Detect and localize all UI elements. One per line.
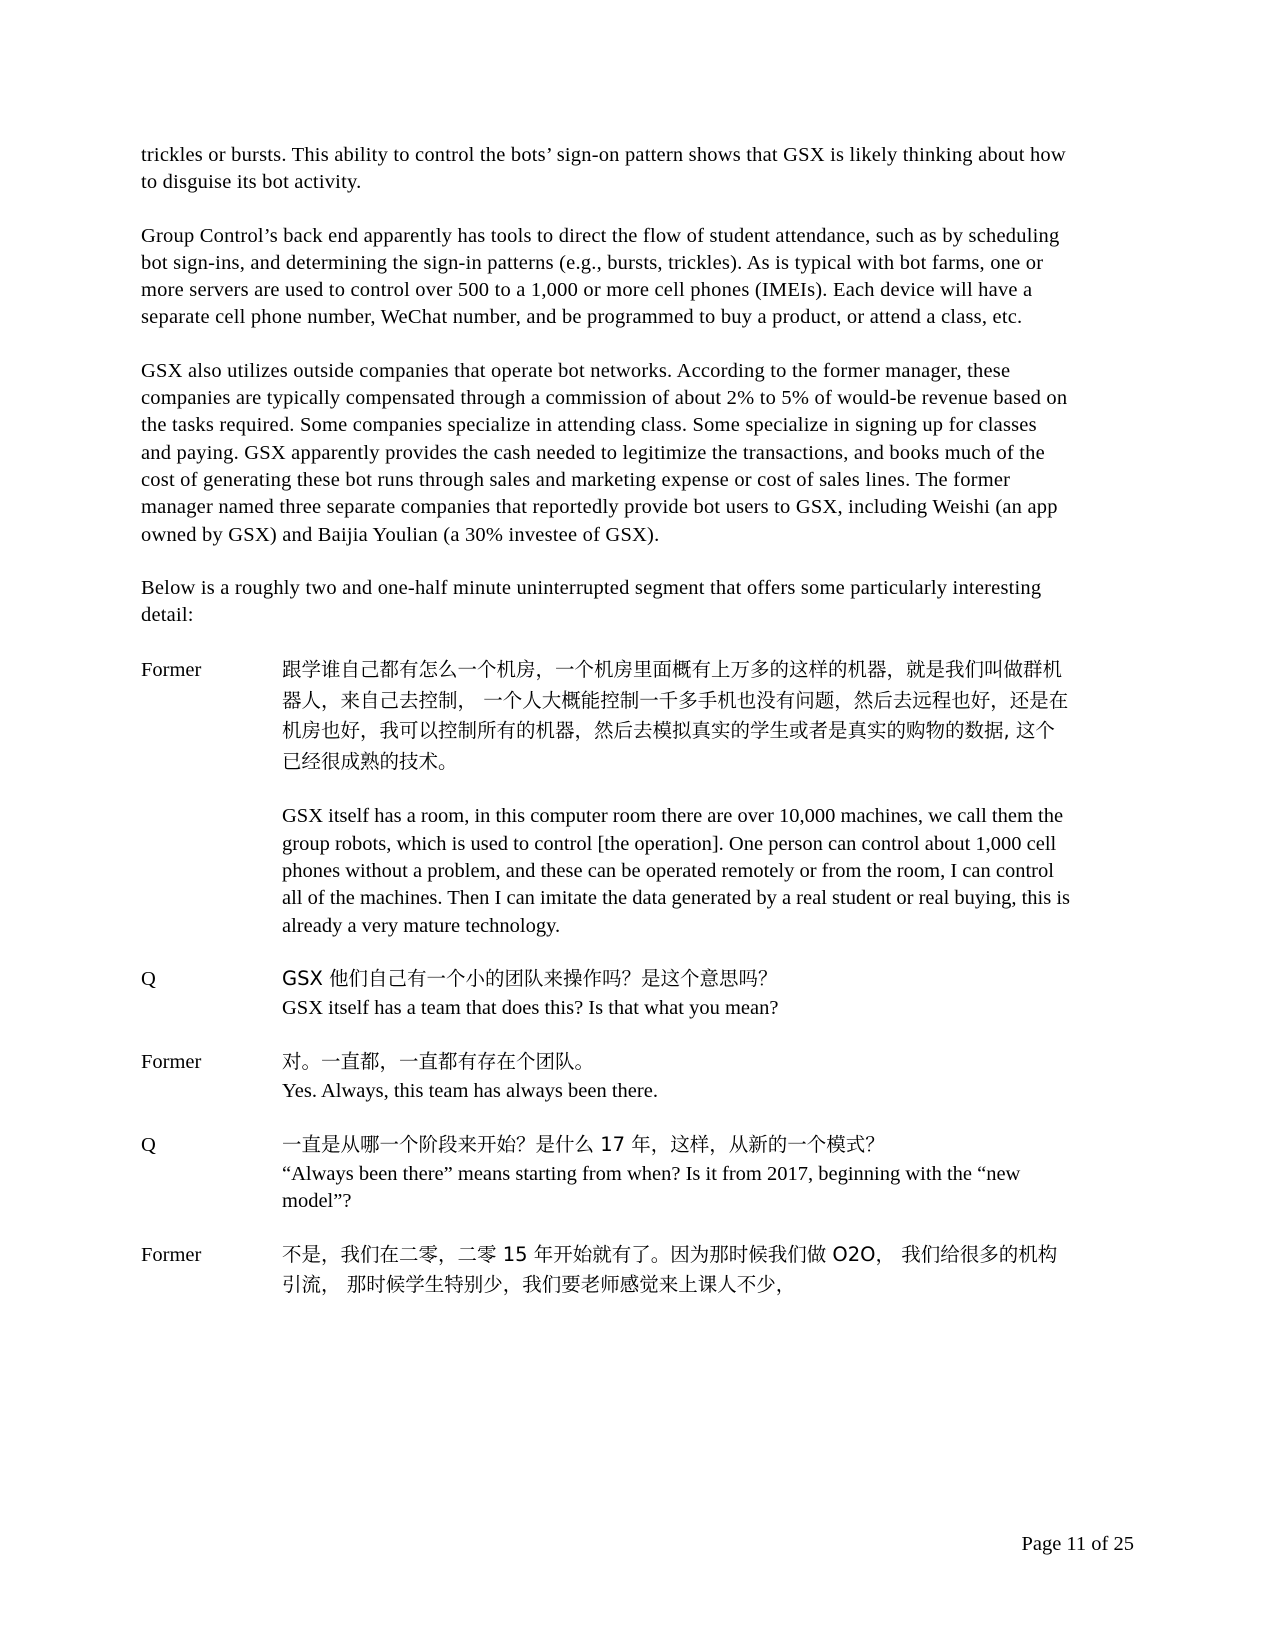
- transcript-body: [282, 964, 1071, 1023]
- speaker-label: Former: [141, 659, 202, 682]
- transcript-chinese: 跟学谁自己都有怎么一个机房，一个机房里面概有上万多的这样的机器，就是我们叫做群机器人，来自己去控制， 一个人大概能控制一千多手机也没有问题，然后去远程也好，还是在机房也好，我可以控制所有的机器，然后去模拟真实的学生或者是真实的购物的数据, 这个已经很成熟的技术。: [282, 658, 1069, 773]
- transcript-body: [282, 655, 1071, 939]
- transcript-english: GSX itself has a team that does this? Is that what you mean?: [282, 997, 779, 1020]
- speaker-label: Q: [141, 1133, 156, 1156]
- transcript-body: [282, 1047, 1071, 1106]
- body-paragraph-1: trickles or bursts. This ability to control the bots’ sign-on pattern shows that GSX is likely thinking about how to disguise its bot activity.: [141, 144, 1066, 194]
- transcript-english: GSX itself has a room, in this computer room there are over 10,000 machines, we call them the group robots, which is used to control [the operation]. One person can control about 1,000 cell phones without a problem, and these can be operated remotely or from the room, I can control all of the machines. Then I can imitate the data generated by a real student or real buying, this is already a very mature technology.: [282, 805, 1071, 937]
- transcript-chinese: GSX 他们自己有一个小的团队来操作吗？是这个意思吗？: [282, 966, 778, 990]
- transcript-body: [282, 1130, 1071, 1216]
- speaker-label: Q: [141, 967, 156, 990]
- transcript-english: “Always been there” means starting from when? Is it from 2017, beginning with the “new model”?: [282, 1163, 1021, 1213]
- transcript-entry: [141, 655, 1071, 939]
- transcript-entry: [141, 964, 1071, 1023]
- transcript-entry: [141, 1130, 1071, 1216]
- page-footer: Page 11 of 25: [1021, 1533, 1134, 1555]
- page-content: [141, 142, 1071, 1325]
- transcript-chinese: 对。一直都，一直都有存在个团队。: [282, 1049, 595, 1073]
- transcript-entry: [141, 1047, 1071, 1106]
- transcript-english: Yes. Always, this team has always been there.: [282, 1080, 658, 1103]
- transcript-entry: [141, 1240, 1071, 1301]
- transcript-chinese: 一直是从哪一个阶段来开始？是什么 17 年，这样，从新的一个模式？: [282, 1132, 885, 1156]
- body-paragraph-2: Group Control’s back end apparently has tools to direct the flow of student attendance, such as by scheduling bot sign-ins, and determining the sign-in patterns (e.g., bursts, trickles). As is typical with bot farms, one or more servers are used to control over 500 to a 1,000 or more cell phones (IMEIs). Each device will have a separate cell phone number, WeChat number, and be programmed to buy a product, or attend a class, etc.: [141, 224, 1060, 329]
- body-paragraph-4: Below is a roughly two and one-half minute uninterrupted segment that offers some particularly interesting detail:: [141, 576, 1042, 627]
- speaker-label: Former: [141, 1243, 202, 1266]
- transcript-chinese: 不是，我们在二零，二零 15 年开始就有了。因为那时候我们做 O2O， 我们给很多的机构引流， 那时候学生特别少，我们要老师感觉来上课人不少，: [282, 1242, 1058, 1297]
- transcript-body: [282, 1240, 1071, 1301]
- body-paragraph-3: GSX also utilizes outside companies that operate bot networks. According to the former manager, these companies are typically compensated through a commission of about 2% to 5% of would-be revenue based on the tasks required. Some companies specialize in attending class. Some specialize in signing up for classes and paying. GSX apparently provides the cash needed to legitimize the transactions, and books much of the cost of generating these bot runs through sales and marketing expense or cost of sales lines. The former manager named three separate companies that reportedly provide bot users to GSX, including Weishi (an app owned by GSX) and Baijia Youlian (a 30% investee of GSX).: [141, 359, 1068, 546]
- speaker-label: Former: [141, 1050, 202, 1073]
